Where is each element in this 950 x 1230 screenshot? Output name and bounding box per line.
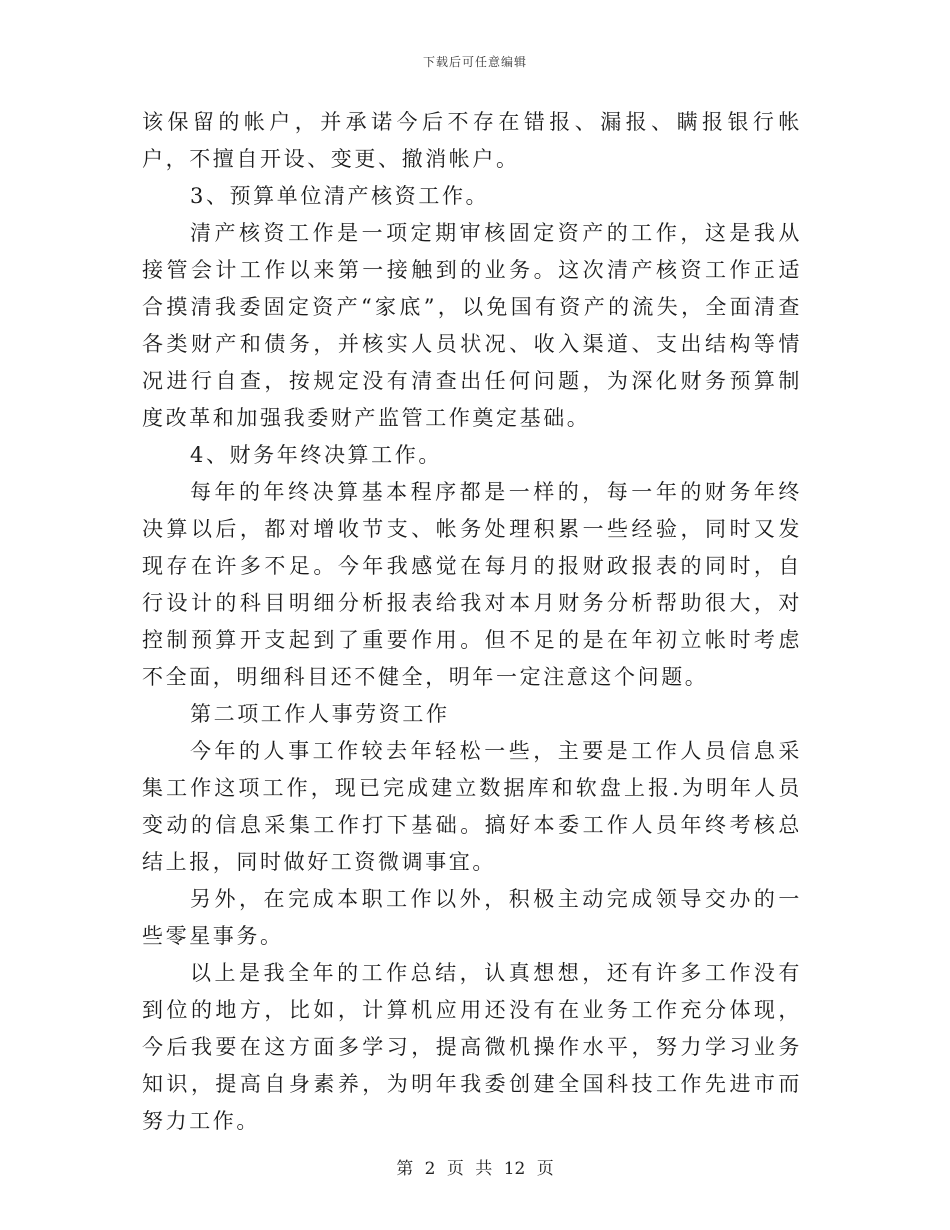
paragraph-7: 今年的人事工作较去年轻松一些，主要是工作人员信息采集工作这项工作，现已完成建立数据库和软盘上报.为明年人员变动的信息采集工作打下基础。搞好本委工作人员年终考核总结上报，同时做好工资微调事宜。 [142,739,802,874]
paragraph-8: 另外，在完成本职工作以外，积极主动完成领导交办的一些零星事务。 [142,887,802,948]
paragraph-9: 以上是我全年的工作总结，认真想想，还有许多工作没有到位的地方，比如，计算机应用还没有在业务工作充分体现，今后我要在这方面多学习，提高微机操作水平，努力学习业务知识，提高自身素养，为明年我委创建全国科技工作先进市而努力工作。 [142,961,802,1133]
paragraph-2: 3、预算单位清产核资工作。 [190,184,490,208]
paragraph-5: 每年的年终决算基本程序都是一样的，每一年的财务年终决算以后，都对增收节支、帐务处理积累一些经验，同时又发现存在许多不足。今年我感觉在每月的报财政报表的同时，自行设计的科目明细分析报表给我对本月财务分析帮助很大，对控制预算开支起到了重要作用。但不足的是在年初立帐时考虑不全面，明细科目还不健全，明年一定注意这个问题。 [142,480,802,689]
paragraph-1: 该保留的帐户，并承诺今后不存在错报、漏报、瞒报银行帐户，不擅自开设、变更、撤消帐户。 [142,110,802,171]
paragraph-6: 第二项工作人事劳资工作 [190,702,450,726]
page-header: 下载后可任意编辑 [422,55,527,69]
document-body [142,104,802,1140]
paragraph-3: 清产核资工作是一项定期审核固定资产的工作，这是我从接管会计工作以来第一接触到的业务。这次清产核资工作正适合摸清我委固定资产“家底”，以免国有资产的流失，全面清查各类财产和债务，并核实人员状况、收入渠道、支出结构等情况进行自查，按规定没有清查出任何问题，为深化财务预算制度改革和加强我委财产监管工作奠定基础。 [142,221,802,430]
paragraph-4: 4、财务年终决算工作。 [190,443,442,467]
page-footer: 第 2 页 共 12 页 [396,1159,554,1179]
